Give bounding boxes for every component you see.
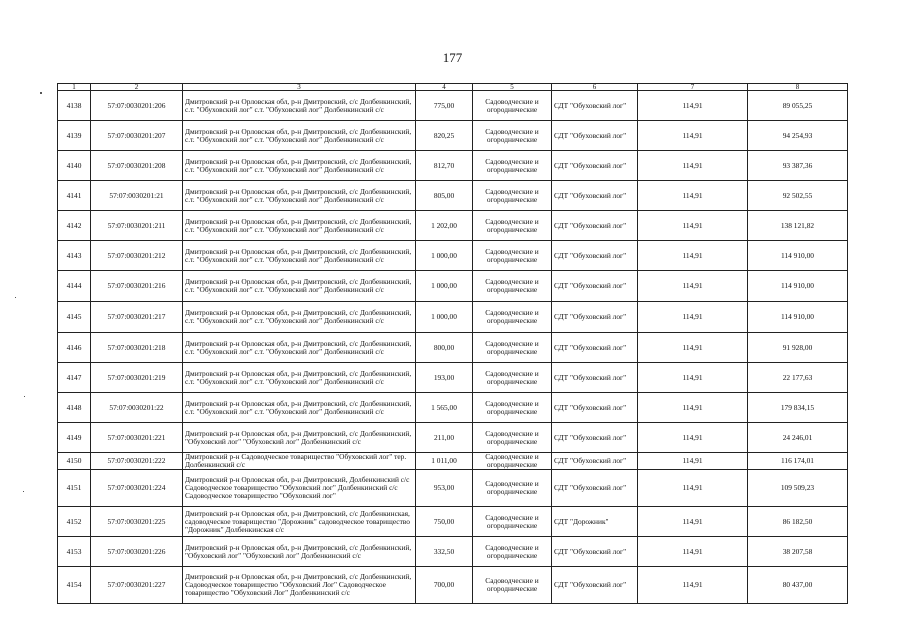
area: 332,50 [416, 537, 473, 567]
table-row [58, 423, 848, 453]
area: 1 000,00 [416, 271, 473, 302]
cadastral-number: 57:07:0030201:207 [91, 121, 183, 151]
row-number: 4146 [58, 333, 91, 363]
address: Дмитровский р-н Орловская обл, р-н Дмитровский, с/с Долбенкинский, с.т. "Обуховский лог" с.т. "Обуховский лог" Долбенкинский с/с [183, 393, 416, 423]
address: Дмитровский р-н Орловская обл, р-н Дмитровский, с/с Долбенкинский, с.т. "Обуховский лог" с.т. "Обуховский лог" Долбенкинский с/с [183, 363, 416, 393]
land-category: Садоводческие и огороднические [473, 121, 552, 151]
organization: СДТ "Обуховский лог" [552, 363, 638, 393]
column-number: 8 [748, 84, 848, 91]
address: Дмитровский р-н Садоводческое товарищество "Обуховский лог" тер. Долбенкинский с/с [183, 453, 416, 470]
cadastral-rate: 114,91 [638, 393, 748, 423]
land-category: Садоводческие и огороднические [473, 567, 552, 604]
address: Дмитровский р-н Орловская обл, р-н Дмитровский, с/с Долбенкинский, с.т. "Обуховский лог" с.т. "Обуховский лог" Долбенкинский с/с [183, 333, 416, 363]
organization: СДТ "Обуховский лог" [552, 537, 638, 567]
organization: СДТ "Обуховский лог" [552, 423, 638, 453]
row-number: 4154 [58, 567, 91, 604]
organization: СДТ "Обуховский лог" [552, 470, 638, 507]
address: Дмитровский р-н Орловская обл, р-н Дмитровский, с/с Долбенкинский, с.т. "Обуховский лог" с.т. "Обуховский лог" Долбенкинский с/с [183, 241, 416, 271]
cadastral-number: 57:07:0030201:217 [91, 302, 183, 333]
scan-mark [15, 297, 16, 298]
cadastral-number: 57:07:0030201:208 [91, 151, 183, 181]
area: 1 011,00 [416, 453, 473, 470]
table-row [58, 151, 848, 181]
table-row [58, 181, 848, 211]
cadastral-value: 93 387,36 [748, 151, 848, 181]
cadastral-rate: 114,91 [638, 302, 748, 333]
area: 1 565,00 [416, 393, 473, 423]
organization: СДТ "Обуховский лог" [552, 241, 638, 271]
address: Дмитровский р-н Орловская обл, р-н Дмитровский, с/с Долбенкинский, с.т. "Обуховский лог" с.т. "Обуховский лог" Долбенкинский с/с [183, 121, 416, 151]
land-category: Садоводческие и огороднические [473, 363, 552, 393]
table-row [58, 507, 848, 537]
row-number: 4144 [58, 271, 91, 302]
cadastral-rate: 114,91 [638, 241, 748, 271]
row-number: 4152 [58, 507, 91, 537]
cadastral-value: 114 910,00 [748, 241, 848, 271]
row-number: 4139 [58, 121, 91, 151]
row-number: 4148 [58, 393, 91, 423]
table-row [58, 211, 848, 241]
cadastral-rate: 114,91 [638, 453, 748, 470]
cadastral-value: 114 910,00 [748, 302, 848, 333]
address: Дмитровский р-н Орловская обл, р-н Дмитровский, с/с Долбенкинский, с.т. "Обуховский лог" с.т. "Обуховский лог" Долбенкинский с/с [183, 211, 416, 241]
land-category: Садоводческие и огороднические [473, 91, 552, 121]
land-category: Садоводческие и огороднические [473, 537, 552, 567]
cadastral-rate: 114,91 [638, 423, 748, 453]
land-category: Садоводческие и огороднические [473, 333, 552, 363]
address: Дмитровский р-н Орловская обл, р-н Дмитровский, с/с Долбенкинский, с.т. "Обуховский лог" с.т. "Обуховский лог" Долбенкинский с/с [183, 181, 416, 211]
cadastral-rate: 114,91 [638, 121, 748, 151]
area: 820,25 [416, 121, 473, 151]
area: 1 202,00 [416, 211, 473, 241]
row-number: 4138 [58, 91, 91, 121]
column-number: 3 [183, 84, 416, 91]
table-row [58, 271, 848, 302]
organization: СДТ "Обуховский лог" [552, 121, 638, 151]
row-number: 4147 [58, 363, 91, 393]
table-row [58, 302, 848, 333]
table-row [58, 363, 848, 393]
cadastral-number: 57:07:0030201:206 [91, 91, 183, 121]
organization: СДТ "Обуховский лог" [552, 333, 638, 363]
cadastral-rate: 114,91 [638, 507, 748, 537]
cadastral-value: 114 910,00 [748, 271, 848, 302]
cadastral-value: 86 182,50 [748, 507, 848, 537]
table-row [58, 537, 848, 567]
row-number: 4151 [58, 470, 91, 507]
area: 700,00 [416, 567, 473, 604]
organization: СДТ "Обуховский лог" [552, 211, 638, 241]
cadastral-value: 138 121,82 [748, 211, 848, 241]
page-number: 177 [442, 50, 463, 65]
address: Дмитровский р-н Орловская обл, р-н Дмитровский, с/с Долбенкинский, "Обуховский лог" "Обуховский лог" Долбенкинский с/с [183, 423, 416, 453]
column-number: 7 [638, 84, 748, 91]
area: 1 000,00 [416, 241, 473, 271]
cadastral-number: 57:07:0030201:21 [91, 181, 183, 211]
cadastral-rate: 114,91 [638, 271, 748, 302]
cadastral-number: 57:07:0030201:225 [91, 507, 183, 537]
cadastral-number: 57:07:0030201:227 [91, 567, 183, 604]
cadastral-value: 94 254,93 [748, 121, 848, 151]
table-row [58, 453, 848, 470]
scan-mark [24, 396, 25, 397]
organization: СДТ "Обуховский лог" [552, 91, 638, 121]
row-number: 4153 [58, 537, 91, 567]
column-number: 5 [473, 84, 552, 91]
area: 805,00 [416, 181, 473, 211]
cadastral-rate: 114,91 [638, 181, 748, 211]
column-number: 6 [552, 84, 638, 91]
cadastral-value: 22 177,63 [748, 363, 848, 393]
address: Дмитровский р-н Орловская обл, р-н Дмитровский, с/с Долбенкинский, Садоводческое товарищество "Обуховский Лог" Садоводческое товарищество "Обуховский Лог" Долбенкинский с/с [183, 567, 416, 604]
cadastral-number: 57:07:0030201:218 [91, 333, 183, 363]
address: Дмитровский р-н Орловская обл, р-н Дмитровский, с/с Долбенкинский, с.т. "Обуховский лог" с.т. "Обуховский лог" Долбенкинский с/с [183, 91, 416, 121]
organization: СДТ "Обуховский лог" [552, 151, 638, 181]
area: 812,70 [416, 151, 473, 181]
land-category: Садоводческие и огороднические [473, 470, 552, 507]
land-category: Садоводческие и огороднические [473, 507, 552, 537]
column-number-row [58, 84, 848, 91]
address: Дмитровский р-н Орловская обл, р-н Дмитровский, с/с Долбенкинский, с.т. "Обуховский лог" с.т. "Обуховский лог" Долбенкинский с/с [183, 271, 416, 302]
cadastral-number: 57:07:0030201:216 [91, 271, 183, 302]
cadastral-value: 80 437,00 [748, 567, 848, 604]
area: 953,00 [416, 470, 473, 507]
cadastral-value: 89 055,25 [748, 91, 848, 121]
table-row [58, 121, 848, 151]
address: Дмитровский р-н Орловская обл, р-н Дмитровский, с/с Долбенкинская, садоводческое товарищество "Дорожник" садоводческое товарищество "Дорожник" Долбенкинская с/с [183, 507, 416, 537]
row-number: 4149 [58, 423, 91, 453]
cadastral-rate: 114,91 [638, 151, 748, 181]
table-row [58, 567, 848, 604]
cadastral-rate: 114,91 [638, 567, 748, 604]
cadastral-number: 57:07:0030201:211 [91, 211, 183, 241]
area: 800,00 [416, 333, 473, 363]
column-number: 1 [58, 84, 91, 91]
land-category: Садоводческие и огороднические [473, 453, 552, 470]
column-number: 2 [91, 84, 183, 91]
cadastral-value: 24 246,01 [748, 423, 848, 453]
cadastral-number: 57:07:0030201:226 [91, 537, 183, 567]
table-row [58, 91, 848, 121]
cadastral-number: 57:07:0030201:212 [91, 241, 183, 271]
cadastral-rate: 114,91 [638, 333, 748, 363]
cadastral-rate: 114,91 [638, 211, 748, 241]
cadastral-value: 91 928,00 [748, 333, 848, 363]
cadastral-value: 116 174,01 [748, 453, 848, 470]
land-category: Садоводческие и огороднические [473, 423, 552, 453]
land-plot-register-table [57, 83, 848, 604]
organization: СДТ "Дорожник" [552, 507, 638, 537]
land-category: Садоводческие и огороднические [473, 271, 552, 302]
row-number: 4150 [58, 453, 91, 470]
cadastral-number: 57:07:0030201:224 [91, 470, 183, 507]
land-category: Садоводческие и огороднические [473, 393, 552, 423]
cadastral-number: 57:07:0030201:22 [91, 393, 183, 423]
area: 211,00 [416, 423, 473, 453]
organization: СДТ "Обуховский лог" [552, 393, 638, 423]
row-number: 4142 [58, 211, 91, 241]
land-category: Садоводческие и огороднические [473, 302, 552, 333]
cadastral-rate: 114,91 [638, 91, 748, 121]
area: 775,00 [416, 91, 473, 121]
address: Дмитровский р-н Орловская обл, р-н Дмитровский, с/с Долбенкинский, с.т. "Обуховский лог" с.т. "Обуховский лог" Долбенкинский с/с [183, 151, 416, 181]
row-number: 4143 [58, 241, 91, 271]
scan-mark [23, 491, 24, 492]
organization: СДТ "Обуховский лог" [552, 453, 638, 470]
cadastral-number: 57:07:0030201:221 [91, 423, 183, 453]
table-row [58, 470, 848, 507]
area: 750,00 [416, 507, 473, 537]
organization: СДТ "Обуховский лог" [552, 271, 638, 302]
table-row [58, 393, 848, 423]
cadastral-rate: 114,91 [638, 363, 748, 393]
cadastral-value: 38 207,58 [748, 537, 848, 567]
address: Дмитровский р-н Орловская обл, р-н Дмитровский, Долбенкинский с/с Садоводческое товарищество "Обуховский лог" Долбенкинский с/с Садоводческое товарищество "Обуховский лог" [183, 470, 416, 507]
row-number: 4145 [58, 302, 91, 333]
row-number: 4141 [58, 181, 91, 211]
cadastral-rate: 114,91 [638, 470, 748, 507]
table-row [58, 241, 848, 271]
cadastral-rate: 114,91 [638, 537, 748, 567]
land-category: Садоводческие и огороднические [473, 241, 552, 271]
area: 193,00 [416, 363, 473, 393]
scan-mark [40, 92, 42, 94]
cadastral-value: 109 509,23 [748, 470, 848, 507]
land-category: Садоводческие и огороднические [473, 211, 552, 241]
land-category: Садоводческие и огороднические [473, 181, 552, 211]
table-row [58, 333, 848, 363]
row-number: 4140 [58, 151, 91, 181]
organization: СДТ "Обуховский лог" [552, 181, 638, 211]
organization: СДТ "Обуховский лог" [552, 567, 638, 604]
cadastral-value: 92 502,55 [748, 181, 848, 211]
cadastral-value: 179 834,15 [748, 393, 848, 423]
column-number: 4 [416, 84, 473, 91]
land-category: Садоводческие и огороднические [473, 151, 552, 181]
cadastral-number: 57:07:0030201:219 [91, 363, 183, 393]
address: Дмитровский р-н Орловская обл, р-н Дмитровский, с/с Долбенкинский, с.т. "Обуховский лог" с.т. "Обуховский лог" Долбенкинский с/с [183, 302, 416, 333]
address: Дмитровский р-н Орловская обл, р-н Дмитровский, с/с Долбенкинский, "Обуховский лог" "Обуховский лог" Долбенкинский с/с [183, 537, 416, 567]
area: 1 000,00 [416, 302, 473, 333]
organization: СДТ "Обуховский лог" [552, 302, 638, 333]
cadastral-number: 57:07:0030201:222 [91, 453, 183, 470]
